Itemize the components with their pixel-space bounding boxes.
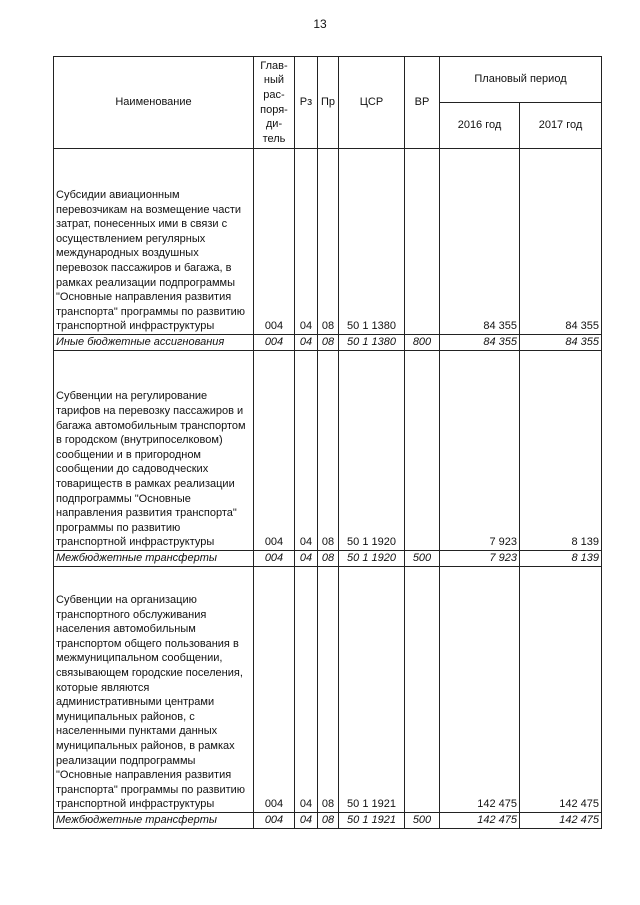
header-glav <box>254 57 295 149</box>
row-2017: 142 475 <box>520 813 602 829</box>
row-rz: 04 <box>295 567 318 813</box>
row-pr: 08 <box>318 813 339 829</box>
header-glav-text: Глав- ный рас- поря- ди- тель <box>260 59 288 145</box>
row-glav: 004 <box>254 567 295 813</box>
row-csr: 50 1 1380 <box>339 335 405 351</box>
header-vr: ВР <box>405 57 440 149</box>
header-plan-period: Плановый период <box>440 57 602 103</box>
row-name: Межбюджетные трансферты <box>54 551 254 567</box>
header-year-2016: 2016 год <box>440 103 520 149</box>
table-row <box>54 149 602 335</box>
row-vr: 500 <box>405 551 440 567</box>
row-2016: 84 355 <box>440 335 520 351</box>
row-2017: 142 475 <box>520 567 602 813</box>
header-pr: Пр <box>318 57 339 149</box>
budget-table <box>53 56 602 829</box>
row-name: Субвенции на организацию транспортного обслуживания населения автомобильным транспортом общего пользования в межмуниципальном сообщении, связывающем городские поселения, которые являются административными центрами муниципальных районов, с населенными пунктами данных муниципальных районов, в рамках реализации подпрограммы "Основные направления развития транспорта" программы по развитию транспортной инфраструктуры <box>54 567 254 813</box>
row-2017: 84 355 <box>520 149 602 335</box>
row-pr: 08 <box>318 351 339 551</box>
row-name: Иные бюджетные ассигнования <box>54 335 254 351</box>
row-vr <box>405 351 440 551</box>
row-csr: 50 1 1921 <box>339 567 405 813</box>
row-pr: 08 <box>318 567 339 813</box>
row-csr: 50 1 1920 <box>339 551 405 567</box>
row-2016: 84 355 <box>440 149 520 335</box>
table-row <box>54 551 602 567</box>
header-name: Наименование <box>54 57 254 149</box>
table-row <box>54 567 602 813</box>
row-rz: 04 <box>295 351 318 551</box>
row-2016: 142 475 <box>440 813 520 829</box>
header-csr: ЦСР <box>339 57 405 149</box>
row-pr: 08 <box>318 335 339 351</box>
row-2017: 84 355 <box>520 335 602 351</box>
row-rz: 04 <box>295 335 318 351</box>
row-glav: 004 <box>254 551 295 567</box>
row-name: Субвенции на регулирование тарифов на перевозку пассажиров и багажа автомобильным транспортом в городском (внутрипоселковом) сообщении и в пригородном сообщении до садоводческих товариществ в рамках реализации подпрограммы "Основные направления развития транспорта" программы по развитию транспортной инфраструктуры <box>54 351 254 551</box>
row-csr: 50 1 1380 <box>339 149 405 335</box>
table-row <box>54 335 602 351</box>
row-glav: 004 <box>254 351 295 551</box>
row-csr: 50 1 1921 <box>339 813 405 829</box>
header-rz: Рз <box>295 57 318 149</box>
row-2016: 7 923 <box>440 551 520 567</box>
row-name: Межбюджетные трансферты <box>54 813 254 829</box>
row-2017: 8 139 <box>520 551 602 567</box>
row-name: Субсидии авиационным перевозчикам на возмещение части затрат, понесенных ими в связи с осуществлением регулярных международных воздушных перевозок пассажиров и багажа, в рамках реализации подпрограммы "Основные направления развития транспорта" программы по развитию транспортной инфраструктуры <box>54 149 254 335</box>
page-number: 13 <box>313 17 327 31</box>
row-vr: 800 <box>405 335 440 351</box>
table-row <box>54 813 602 829</box>
row-2017: 8 139 <box>520 351 602 551</box>
row-pr: 08 <box>318 149 339 335</box>
row-rz: 04 <box>295 149 318 335</box>
row-2016: 7 923 <box>440 351 520 551</box>
row-glav: 004 <box>254 335 295 351</box>
row-2016: 142 475 <box>440 567 520 813</box>
header-year-2017: 2017 год <box>520 103 602 149</box>
row-rz: 04 <box>295 813 318 829</box>
row-vr <box>405 567 440 813</box>
row-rz: 04 <box>295 551 318 567</box>
table-row <box>54 351 602 551</box>
row-vr <box>405 149 440 335</box>
row-vr: 500 <box>405 813 440 829</box>
row-glav: 004 <box>254 813 295 829</box>
row-csr: 50 1 1920 <box>339 351 405 551</box>
row-glav: 004 <box>254 149 295 335</box>
row-pr: 08 <box>318 551 339 567</box>
